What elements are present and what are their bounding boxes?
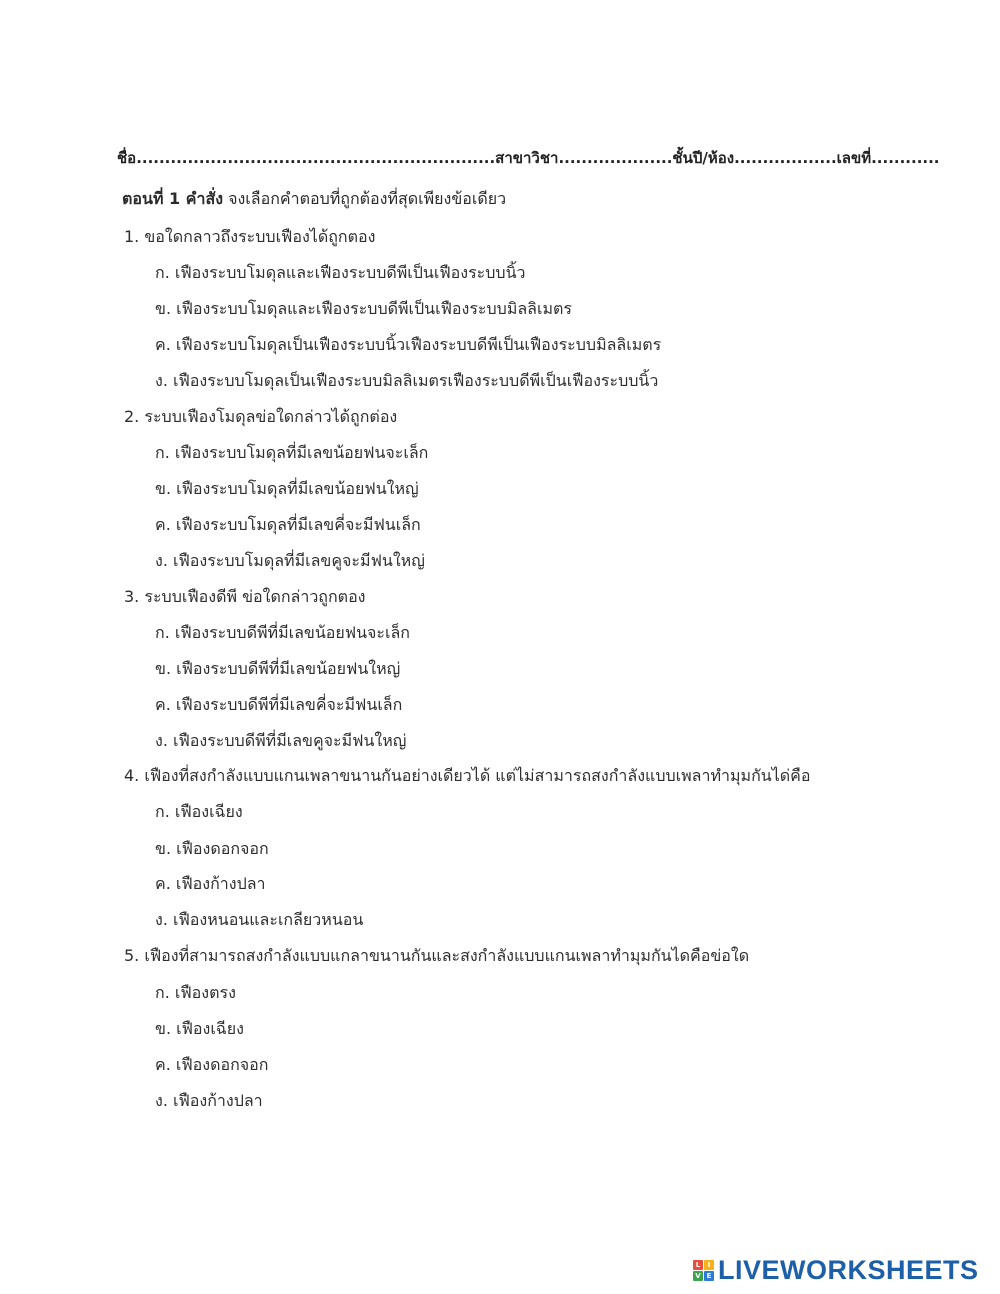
logo-tile-4: E: [704, 1271, 714, 1281]
question-2-option-b[interactable]: ข. เฟืองระบบโมดุลที่มีเลขน้อยฟนใหญ่: [155, 479, 419, 498]
question-2-option-c[interactable]: ค. เฟืองระบบโมดุลที่มีเลขคี่จะมีฟนเล็ก: [155, 515, 421, 534]
instruction-label: ตอนที่ 1 คำสั่ง: [122, 189, 224, 208]
question-2: 2. ระบบเฟืองโมดุลข่อใดกล่าวได้ถูกต่อง: [124, 407, 398, 426]
question-1-option-c[interactable]: ค. เฟืองระบบโมดุลเป็นเฟืองระบบนิ้วเฟืองระบบดีพีเป็นเฟืองระบบมิลลิเมตร: [155, 335, 662, 354]
question-4-option-c[interactable]: ค. เฟืองก้างปลา: [155, 874, 266, 893]
instruction-text: จงเลือกคำตอบที่ถูกต้องที่สุดเพียงข้อเดียว: [223, 189, 507, 208]
question-3-option-c[interactable]: ค. เฟืองระบบดีพีที่มีเลขคี่จะมีฟนเล็ก: [155, 695, 403, 714]
liveworksheets-logo-icon: [693, 1260, 714, 1281]
question-4-option-b[interactable]: ข. เฟืองดอกจอก: [155, 839, 269, 858]
question-1: 1. ขอใดกลาวถึงระบบเฟืองได้ถูกตอง: [124, 227, 376, 246]
logo-tile-2: I: [704, 1260, 714, 1270]
question-5-option-b[interactable]: ข. เฟืองเฉียง: [155, 1019, 244, 1038]
logo-tile-1: L: [693, 1260, 703, 1270]
question-5-option-a[interactable]: ก. เฟืองตรง: [155, 983, 236, 1002]
question-4-option-a[interactable]: ก. เฟืองเฉียง: [155, 802, 243, 821]
question-3: 3. ระบบเฟืองดีพี ข่อใดกล่าวถูกตอง: [124, 587, 366, 606]
question-3-option-a[interactable]: ก. เฟืองระบบดีพีที่มีเลขน้อยฟนจะเล็ก: [155, 623, 410, 642]
liveworksheets-brand[interactable]: [693, 1252, 979, 1288]
question-5: 5. เฟืองที่สามารถสงกำลังแบบแกลาขนานกันและสงกำลังแบบแกนเพลาทำมุมกันไดคือข่อใด: [124, 946, 750, 965]
question-3-option-d[interactable]: ง. เฟืองระบบดีพีที่มีเลขคูจะมีฟนใหญ่: [155, 731, 407, 750]
question-4: 4. เฟืองที่สงกำลังแบบแกนเพลาขนานกันอย่างเดียวได้ แต่ไม่สามารถสงกำลังแบบเพลาทำมุมกันได่คือ: [124, 766, 811, 785]
question-3-option-b[interactable]: ข. เฟืองระบบดีพีที่มีเลขน้อยฟนใหญ่: [155, 659, 401, 678]
question-2-option-a[interactable]: ก. เฟืองระบบโมดุลที่มีเลขน้อยฟนจะเล็ก: [155, 443, 429, 462]
question-1-option-d[interactable]: ง. เฟืองระบบโมดุลเป็นเฟืองระบบมิลลิเมตรเฟืองระบบดีพีเป็นเฟืองระบบนิ้ว: [155, 371, 659, 390]
question-5-option-d[interactable]: ง. เฟืองก้างปลา: [155, 1091, 263, 1110]
question-2-option-d[interactable]: ง. เฟืองระบบโมดุลที่มีเลขคูจะมีฟนใหญ่: [155, 551, 425, 570]
liveworksheets-name: LIVEWORKSHEETS: [718, 1254, 979, 1285]
question-1-option-b[interactable]: ข. เฟืองระบบโมดุลและเฟืองระบบดีพีเป็นเฟืองระบบมิลลิเมตร: [155, 299, 572, 318]
question-4-option-d[interactable]: ง. เฟืองหนอนและเกลียวหนอน: [155, 910, 364, 929]
logo-tile-3: V: [693, 1271, 703, 1281]
question-5-option-c[interactable]: ค. เฟืองดอกจอก: [155, 1055, 269, 1074]
question-1-option-a[interactable]: ก. เฟืองระบบโมดุลและเฟืองระบบดีพีเป็นเฟืองระบบนิ้ว: [155, 263, 526, 282]
student-info-header: ชื่อ...............................................................สาขาวิชา....................ชั้นปี/ห้อง..................เลขที่............: [117, 149, 940, 167]
